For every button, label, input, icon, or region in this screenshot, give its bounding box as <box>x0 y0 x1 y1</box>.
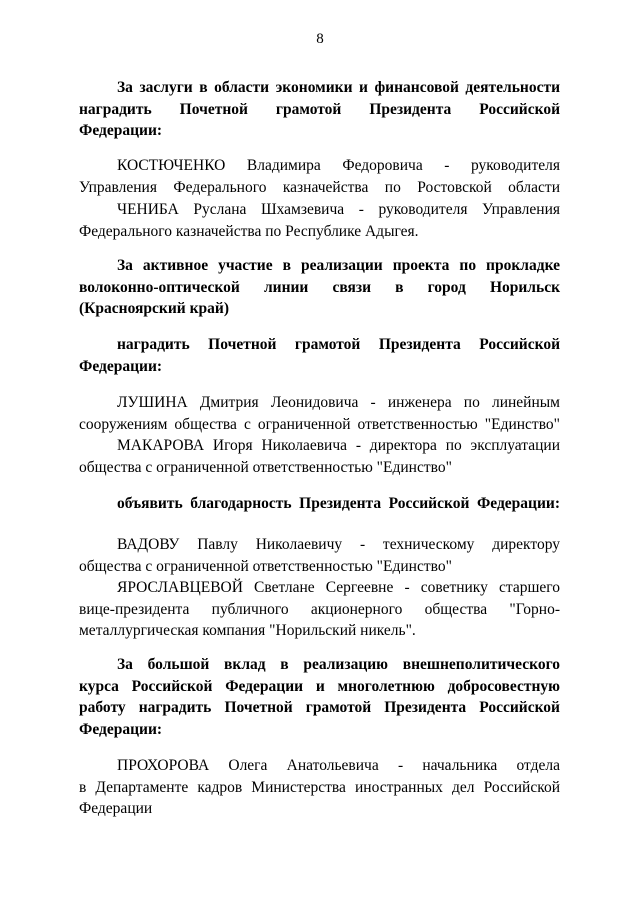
gratitude-heading <box>79 493 560 515</box>
section-2-subheading-line-1: наградить Почетной грамотой Президента Российской <box>117 336 560 353</box>
awardee-yaroslavtseva-line-3: металлургическая компания "Норильский никель". <box>79 622 416 639</box>
awardee-lushin-line-1: ЛУШИНА Дмитрия Леонидовича - инженера по линейным <box>117 394 560 411</box>
section-1-heading-line-3: Федерации: <box>79 122 163 139</box>
awardee-vadova <box>79 534 560 577</box>
section-2-heading-line-1: За активное участие в реализации проекта по прокладке <box>117 257 560 274</box>
awardee-cheniba <box>79 199 560 242</box>
awardee-prokhorov <box>79 755 560 820</box>
section-3-heading-line-2: курса Российской Федерации и многолетнюю добросовестную <box>79 677 560 695</box>
section-1-heading-line-1: За заслуги в области экономики и финансовой деятельности <box>117 79 560 96</box>
section-2-heading <box>79 255 560 320</box>
awardee-cheniba-line-1: ЧЕНИБА Руслана Шхамзевича - руководителя Управления <box>117 201 560 218</box>
awardee-lushin <box>79 392 560 435</box>
awardee-yaroslavtseva <box>79 577 560 642</box>
page-number: 8 <box>316 31 324 47</box>
awardee-kostyuchenko-line-2: Управления Федерального казначейства по Ростовской области <box>79 178 560 196</box>
awardee-makarov <box>79 435 560 478</box>
section-1-heading-line-2: наградить Почетной грамотой Президента Российской <box>79 100 560 118</box>
section-3-heading-line-1: За большой вклад в реализацию внешнеполитического <box>117 656 560 673</box>
section-2-heading-line-3: (Красноярский край) <box>79 300 229 317</box>
section-2-heading-line-2: волоконно-оптической линии связи в город Норильск <box>79 278 560 296</box>
section-1-heading <box>79 77 560 142</box>
awardee-vadova-line-2: общества с ограниченной ответственностью "Единство" <box>79 557 452 575</box>
awardee-prokhorov-line-2: в Департаменте кадров Министерства иностранных дел Российской <box>79 778 560 796</box>
section-3-heading <box>79 654 560 740</box>
awardee-cheniba-line-2: Федерального казначейства по Республике Адыгея. <box>79 222 419 240</box>
section-2-subheading <box>79 334 560 377</box>
awardee-kostyuchenko <box>79 155 560 198</box>
awardee-prokhorov-line-3: Федерации <box>79 800 153 817</box>
awardee-yaroslavtseva-line-2: вице-президента публичного акционерного общества "Горно- <box>79 600 560 618</box>
section-2-subheading-line-2: Федерации: <box>79 357 163 375</box>
awardee-yaroslavtseva-line-1: ЯРОСЛАВЦЕВОЙ Светлане Сергеевне - советнику старшего <box>117 579 560 596</box>
awardee-lushin-line-2: сооружениям общества с ограниченной ответственностью "Единство" <box>79 415 560 433</box>
awardee-makarov-line-2: общества с ограниченной ответственностью "Единство" <box>79 458 452 476</box>
awardee-kostyuchenko-line-1: КОСТЮЧЕНКО Владимира Федоровича - руководителя <box>117 157 560 174</box>
section-3-heading-line-4: Федерации: <box>79 720 163 738</box>
gratitude-heading-line-1: объявить благодарность Президента Российской Федерации: <box>117 495 560 512</box>
awardee-makarov-line-1: МАКАРОВА Игоря Николаевича - директора по эксплуатации <box>117 437 560 454</box>
section-3-heading-line-3: работу наградить Почетной грамотой Президента Российской <box>79 699 560 716</box>
awardee-prokhorov-line-1: ПРОХОРОВА Олега Анатольевича - начальника отдела <box>117 757 560 774</box>
awardee-vadova-line-1: ВАДОВУ Павлу Николаевичу - техническому директору <box>117 536 560 553</box>
